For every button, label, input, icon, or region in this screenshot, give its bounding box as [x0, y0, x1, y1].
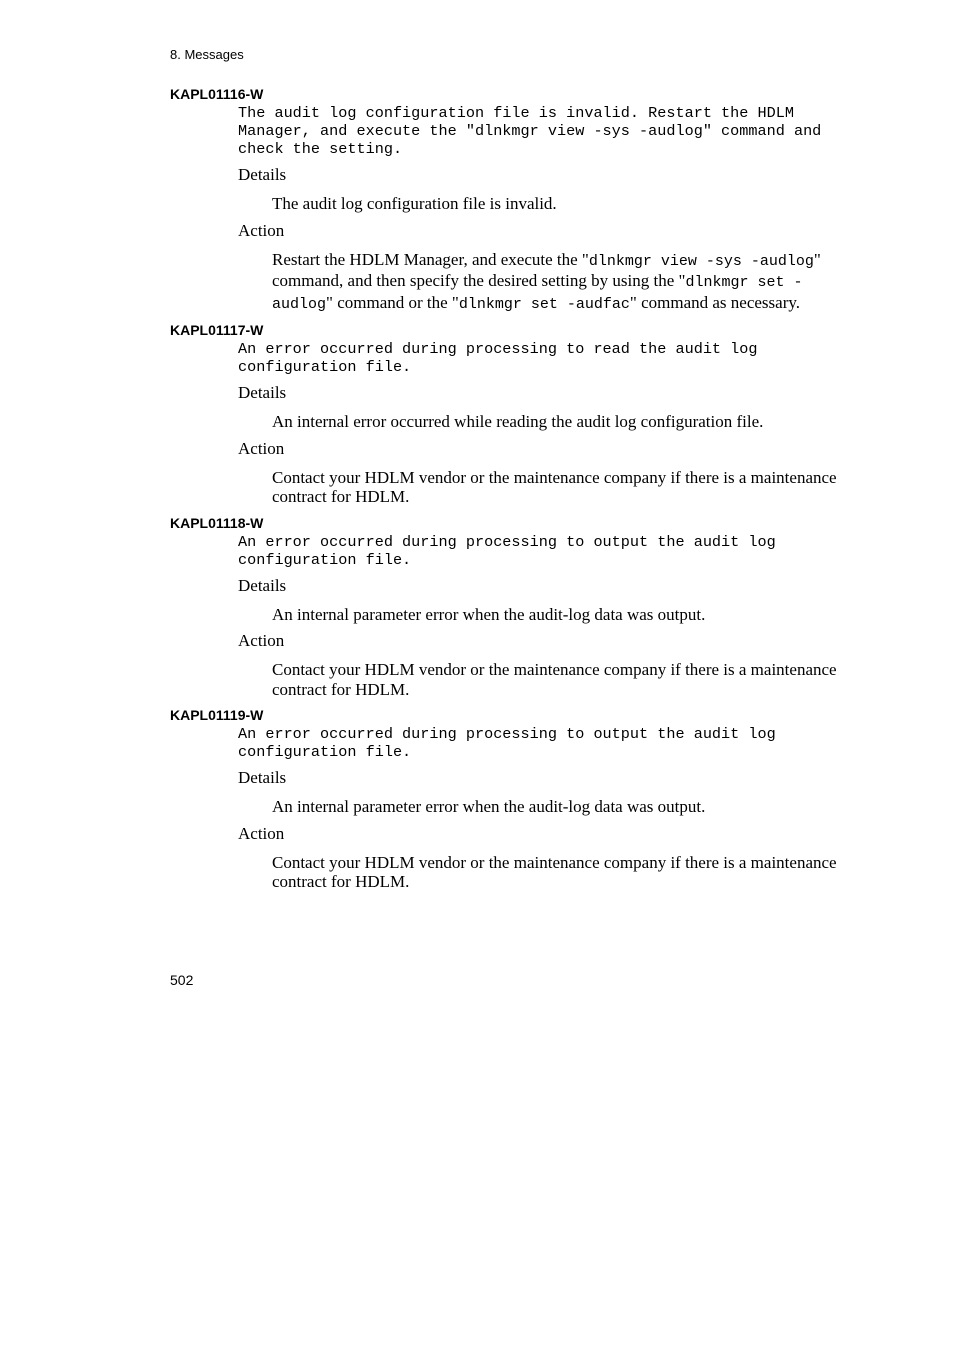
details-heading: Details [238, 383, 287, 402]
message-id: KAPL01118-W [170, 514, 264, 531]
action-heading: Action [238, 631, 285, 650]
action-text: Contact your HDLM vendor or the maintenance company if there is a maintenance contract for HDLM. [272, 852, 837, 891]
action-text: Contact your HDLM vendor or the maintenance company if there is a maintenance contract for HDLM. [272, 660, 837, 699]
action-text-part: " command as necessary. [629, 292, 801, 312]
action-text-part: " command, and then specify the desired setting by using the " [272, 249, 821, 290]
details-heading: Details [238, 575, 287, 595]
message-id: KAPL01116-W [170, 86, 264, 102]
message-text: An error occurred during processing to read the audit log configuration file. [238, 340, 767, 376]
message-text: An error occurred during processing to output the audit log configuration file. [238, 725, 785, 761]
running-header: 8. Messages [170, 47, 244, 62]
message-entry [170, 706, 850, 892]
message-entry [170, 85, 850, 314]
message-text: An error occurred during processing to output the audit log configuration file. [238, 532, 785, 569]
details-text: An internal error occurred while reading the audit log configuration file. [272, 412, 764, 431]
action-heading: Action [238, 823, 285, 843]
message-id: KAPL01119-W [170, 707, 264, 723]
action-text-part: Restart the HDLM Manager, and execute the " [272, 249, 589, 269]
action-text [272, 250, 842, 315]
command-text: dlnkmgr view -sys -audlog [588, 252, 814, 270]
details-heading: Details [238, 165, 287, 184]
action-heading: Action [238, 220, 285, 240]
details-text: An internal parameter error when the audit-log data was output. [272, 797, 706, 816]
message-entry [170, 514, 850, 700]
command-text: dlnkmgr set -audfac [458, 295, 630, 313]
message-id: KAPL01117-W [170, 322, 264, 338]
message-text: The audit log configuration file is invalid. Restart the HDLM Manager, and execute the "dlnkmgr view -sys -audlog" command and check the setting. [238, 104, 831, 158]
details-text: The audit log configuration file is invalid. [272, 194, 557, 213]
action-text: Contact your HDLM vendor or the maintenance company if there is a maintenance contract for HDLM. [272, 467, 837, 506]
message-list [170, 85, 850, 899]
page-number: 502 [170, 972, 194, 988]
action-heading: Action [238, 438, 285, 458]
details-text: An internal parameter error when the audit-log data was output. [272, 604, 706, 624]
details-heading: Details [238, 768, 287, 787]
command-text: dlnkmgr set -audlog [272, 274, 803, 313]
message-entry [170, 321, 850, 507]
action-text-part: " command or the " [326, 292, 459, 312]
